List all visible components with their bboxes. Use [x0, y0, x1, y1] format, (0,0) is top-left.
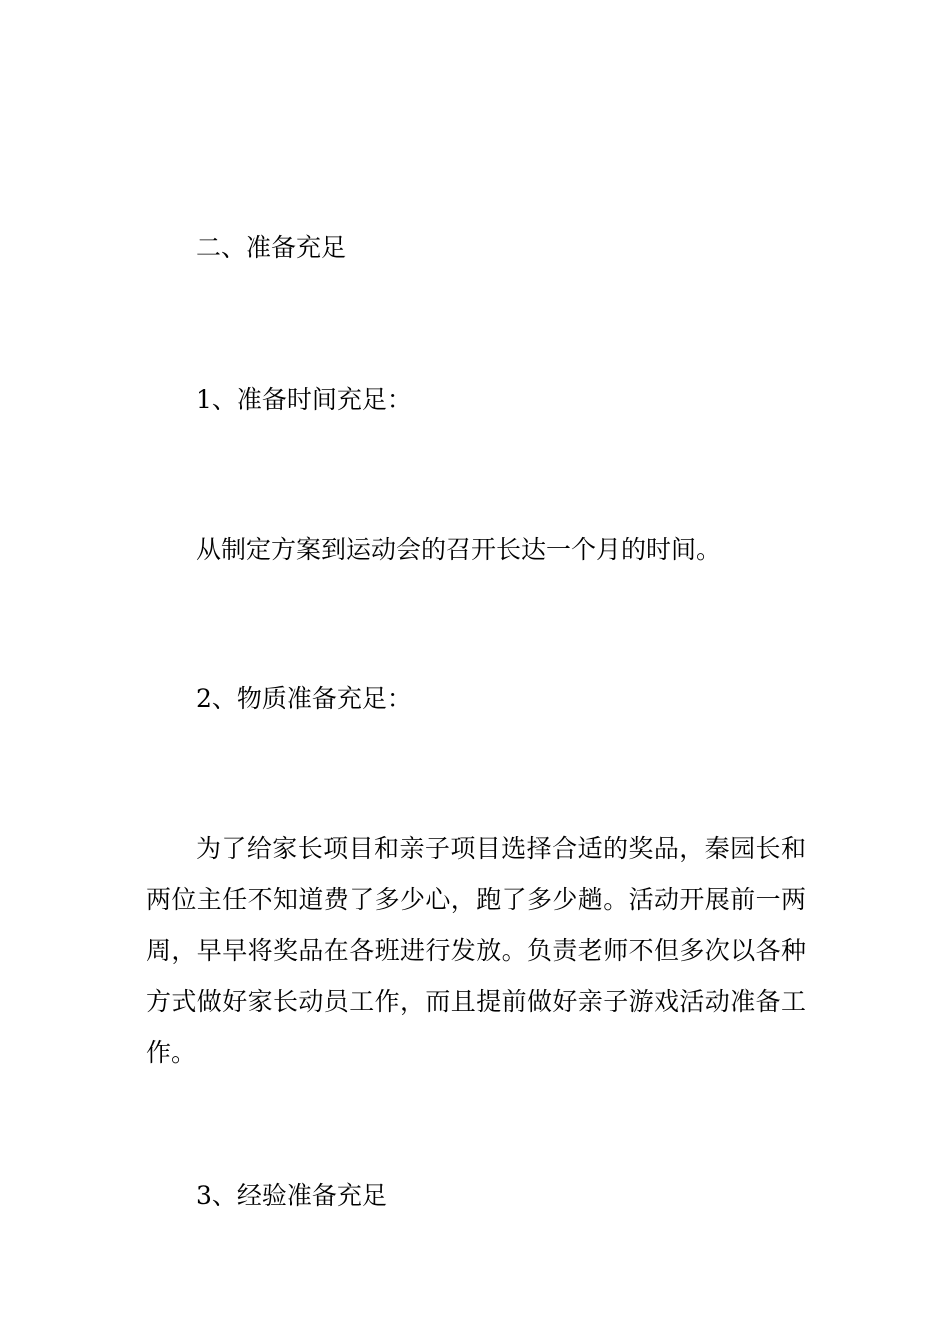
item-2-title: 2、物质准备充足：: [196, 684, 412, 713]
item-1-paragraph: 从制定方案到运动会的召开长达一个月的时间。: [196, 535, 722, 564]
item-3-title: 3、经验准备充足: [196, 1181, 387, 1210]
item-2-paragraph: 为了给家长项目和亲子项目选择合适的奖品，秦园长和两位主任不知道费了多少心，跑了多少趟。活动开展前一两周，早早将奖品在各班进行发放。负责老师不但多次以各种方式做好家长动员工作，而且提前做好亲子游戏活动准备工作。: [146, 834, 806, 1067]
section-heading: 二、准备充足: [196, 233, 347, 262]
item-1-title: 1、准备时间充足：: [196, 385, 412, 414]
